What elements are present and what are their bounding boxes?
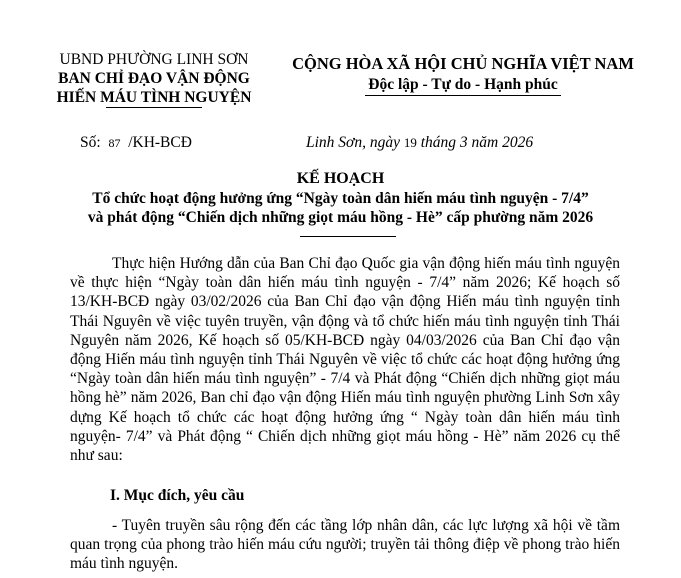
issuing-authority-block bbox=[40, 50, 268, 108]
issuing-org-name: UBND PHƯỜNG LINH SƠN bbox=[59, 51, 249, 68]
doc-number-suffix: /KH-BCĐ bbox=[128, 134, 192, 151]
plan-title-line1: Tổ chức hoạt động hưởng ứng “Ngày toàn dân hiến máu tình nguyện - 7/4” bbox=[92, 190, 589, 207]
place-and-date bbox=[306, 134, 533, 152]
committee-name-line1: BAN CHỈ ĐẠO VẬN ĐỘNG bbox=[58, 70, 250, 87]
national-title: CỘNG HÒA XÃ HỘI CHỦ NGHĨA VIỆT NAM bbox=[292, 54, 634, 73]
national-motto: Độc lập - Tự do - Hạnh phúc bbox=[368, 76, 558, 93]
national-header-block bbox=[278, 53, 648, 96]
committee-name-line2: HIẾN MÁU TÌNH NGUYỆN bbox=[56, 89, 252, 106]
document-number bbox=[80, 134, 192, 152]
section-1-item-1: - Tuyên truyền sâu rộng đến các tầng lớp nhân dân, các lực lượng xã hội về tầm quan trọng của phong trào hiến máu cứu người; truyền tải thông điệp về phong trào hiến máu tình nguyện. bbox=[70, 517, 620, 573]
motto-underline bbox=[365, 95, 561, 96]
authority-underline bbox=[106, 107, 202, 108]
section-1-heading: I. Mục đích, yêu cầu bbox=[110, 487, 245, 504]
place-date-day: 19 bbox=[403, 135, 417, 150]
doc-number-prefix: Số: bbox=[80, 134, 101, 151]
document-type-heading: KẾ HOẠCH bbox=[296, 170, 385, 187]
plan-title-line2: và phát động “Chiến dịch những giọt máu hồng - Hè” cấp phường năm 2026 bbox=[87, 209, 594, 226]
doc-number-value: 87 bbox=[108, 136, 121, 150]
place-date-before-day: Linh Sơn, ngày bbox=[306, 134, 400, 151]
place-date-after-day: tháng 3 năm 2026 bbox=[420, 134, 534, 151]
intro-paragraph: Thực hiện Hướng dẫn của Ban Chỉ đạo Quốc gia vận động hiến máu tình nguyện về thực hiện “Ngày toàn dân hiến máu tình nguyện - 7/4” năm 2026; Kế hoạch số 13/KH-BCĐ ngày 03/02/2026 của Ban Chỉ đạo vận động Hiến máu tình nguyện tỉnh Thái Nguyên về việc tuyên truyền, vận động và tổ chức hiến máu tình nguyện tỉnh Thái Nguyên năm 2026, Kế hoạch số 05/KH-BCĐ ngày 04/03/2026 của Ban Chỉ đạo vận động Hiến máu tình nguyện tỉnh Thái Nguyên về việc tổ chức các hoạt động hưởng ứng “Ngày toàn dân hiến máu tình nguyện” - 7/4 và Phát động “Chiến dịch những giọt máu hồng hè” năm 2026, Ban chỉ đạo vận động Hiến máu tình nguyện phường Linh Sơn xây dựng Kế hoạch tổ chức các hoạt động hưởng ứng “ Ngày toàn dân hiến máu tình nguyện- 7/4” và Phát động “ Chiến dịch những giọt máu hồng - Hè” năm 2026 cụ thể như sau: bbox=[70, 255, 620, 465]
title-underline bbox=[300, 236, 396, 237]
